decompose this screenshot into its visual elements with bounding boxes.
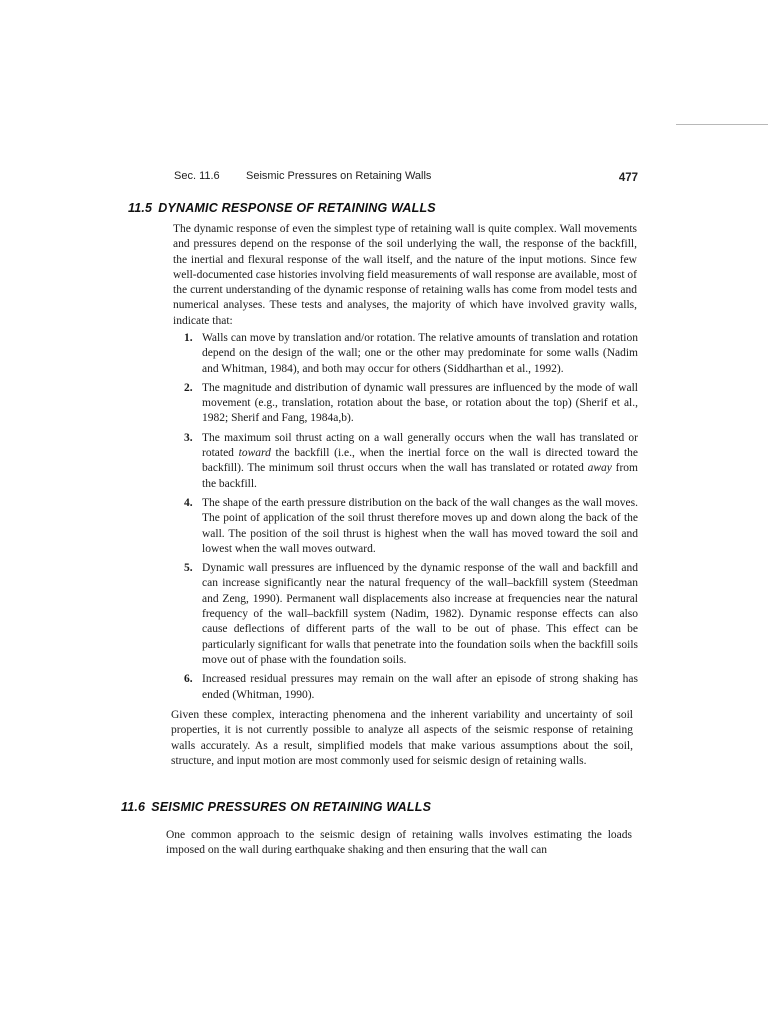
section-number: 11.6 xyxy=(121,800,146,814)
section-title: DYNAMIC RESPONSE OF RETAINING WALLS xyxy=(158,201,436,215)
section-heading-11-5 xyxy=(128,201,436,215)
section-heading-11-6 xyxy=(121,800,431,814)
list-item xyxy=(180,431,638,492)
emphasis-away: away xyxy=(587,462,612,475)
page-number: 477 xyxy=(618,172,638,184)
list-item xyxy=(180,331,638,377)
list-item-text-part: from the backfill. xyxy=(202,462,638,490)
section-11-6-paragraph: One common approach to the seismic design of retaining walls involves estimating the loads imposed on the wall during earthquake shaking and then ensuring that the wall can xyxy=(166,829,632,857)
list-item xyxy=(180,496,638,557)
page-edge-mark xyxy=(676,124,768,125)
running-head-title: Seismic Pressures on Retaining Walls xyxy=(246,170,432,182)
list-item-number: 4. xyxy=(184,496,193,509)
list-item-text xyxy=(202,432,638,490)
list-item-text: The shape of the earth pressure distribution on the back of the wall changes as the wall moves. The point of application of the soil thrust therefore moves up and down along the back of the wall. The position of the soil thrust is highest when the wall has moved toward the soil and lowest when the wall moves outward. xyxy=(202,496,638,555)
list-item-number: 6. xyxy=(184,673,193,686)
closing-paragraph: Given these complex, interacting phenomena and the inherent variability and uncertainty of soil properties, it is not currently possible to analyze all aspects of the seismic response of retaining walls accurately. As a result, simplified models that make various assumptions about the soil, structure, and input motion are most commonly used for seismic design of retaining walls. xyxy=(171,709,633,767)
list-item-text: Increased residual pressures may remain on the wall after an episode of strong shaking has ended (Whitman, 1990). xyxy=(202,673,638,701)
list-item-number: 1. xyxy=(184,332,193,344)
list-item xyxy=(180,561,638,668)
running-head xyxy=(174,170,640,188)
section-number: 11.5 xyxy=(128,201,153,215)
list-item-text: Dynamic wall pressures are influenced by the dynamic response of the wall and backfill and can increase significantly near the natural frequency of the wall–backfill system (Steedman and Zeng, 1990). Permanent wall displacements also increase at frequencies near the natural frequency of the wall–backfill system (Nadim, 1982). Dynamic response effects can also cause deflections of different parts of the wall to be out of phase. This effect can be particularly significant for walls that penetrate into the foundation soils when the backfill soils move out of phase with the foundation soils. xyxy=(202,562,638,666)
emphasis-toward: toward xyxy=(238,447,271,460)
list-item-text: Walls can move by translation and/or rotation. The relative amounts of translation and rotation depend on the design of the wall; one or the other may predominate for some walls (Nadim and Whitman, 1984), and both may occur for others (Siddharthan et al., 1992). xyxy=(202,332,638,375)
list-item-text-part: The maximum soil thrust acting on a wall generally occurs when the wall has translated or rotated xyxy=(202,431,638,460)
running-head-section: Sec. 11.6 xyxy=(174,170,220,182)
section-title: SEISMIC PRESSURES ON RETAINING WALLS xyxy=(151,800,432,814)
list-item-number: 2. xyxy=(184,381,193,394)
list-item-text-part: the backfill (i.e., when the inertial force on the wall is directed toward the backfill). The minimum soil thrust occurs when the wall has translated or rotated xyxy=(202,447,638,475)
intro-paragraph: The dynamic response of even the simplest type of retaining wall is quite complex. Wall movements and pressures depend on the response of the soil underlying the wall, the response of the backfill, the inertial and flexural response of the wall itself, and the nature of the input motions. Since few well-documented case histories involving field measurements of wall response are available, most of the current understanding of the dynamic response of retaining walls has come from model tests and numerical analyses. These tests and analyses, the majority of which have involved gravity walls, indicate that: xyxy=(173,223,638,327)
findings-list xyxy=(180,331,638,707)
list-item xyxy=(180,672,638,703)
list-item xyxy=(180,381,638,427)
list-item-text: The magnitude and distribution of dynamic wall pressures are influenced by the mode of wall movement (e.g., translation, rotation about the base, or rotation about the top) (Sherif et al., 1982; Sherif and Fang, 1984a,b). xyxy=(202,381,638,425)
list-item-number: 5. xyxy=(184,562,193,575)
list-item-number: 3. xyxy=(184,431,193,444)
